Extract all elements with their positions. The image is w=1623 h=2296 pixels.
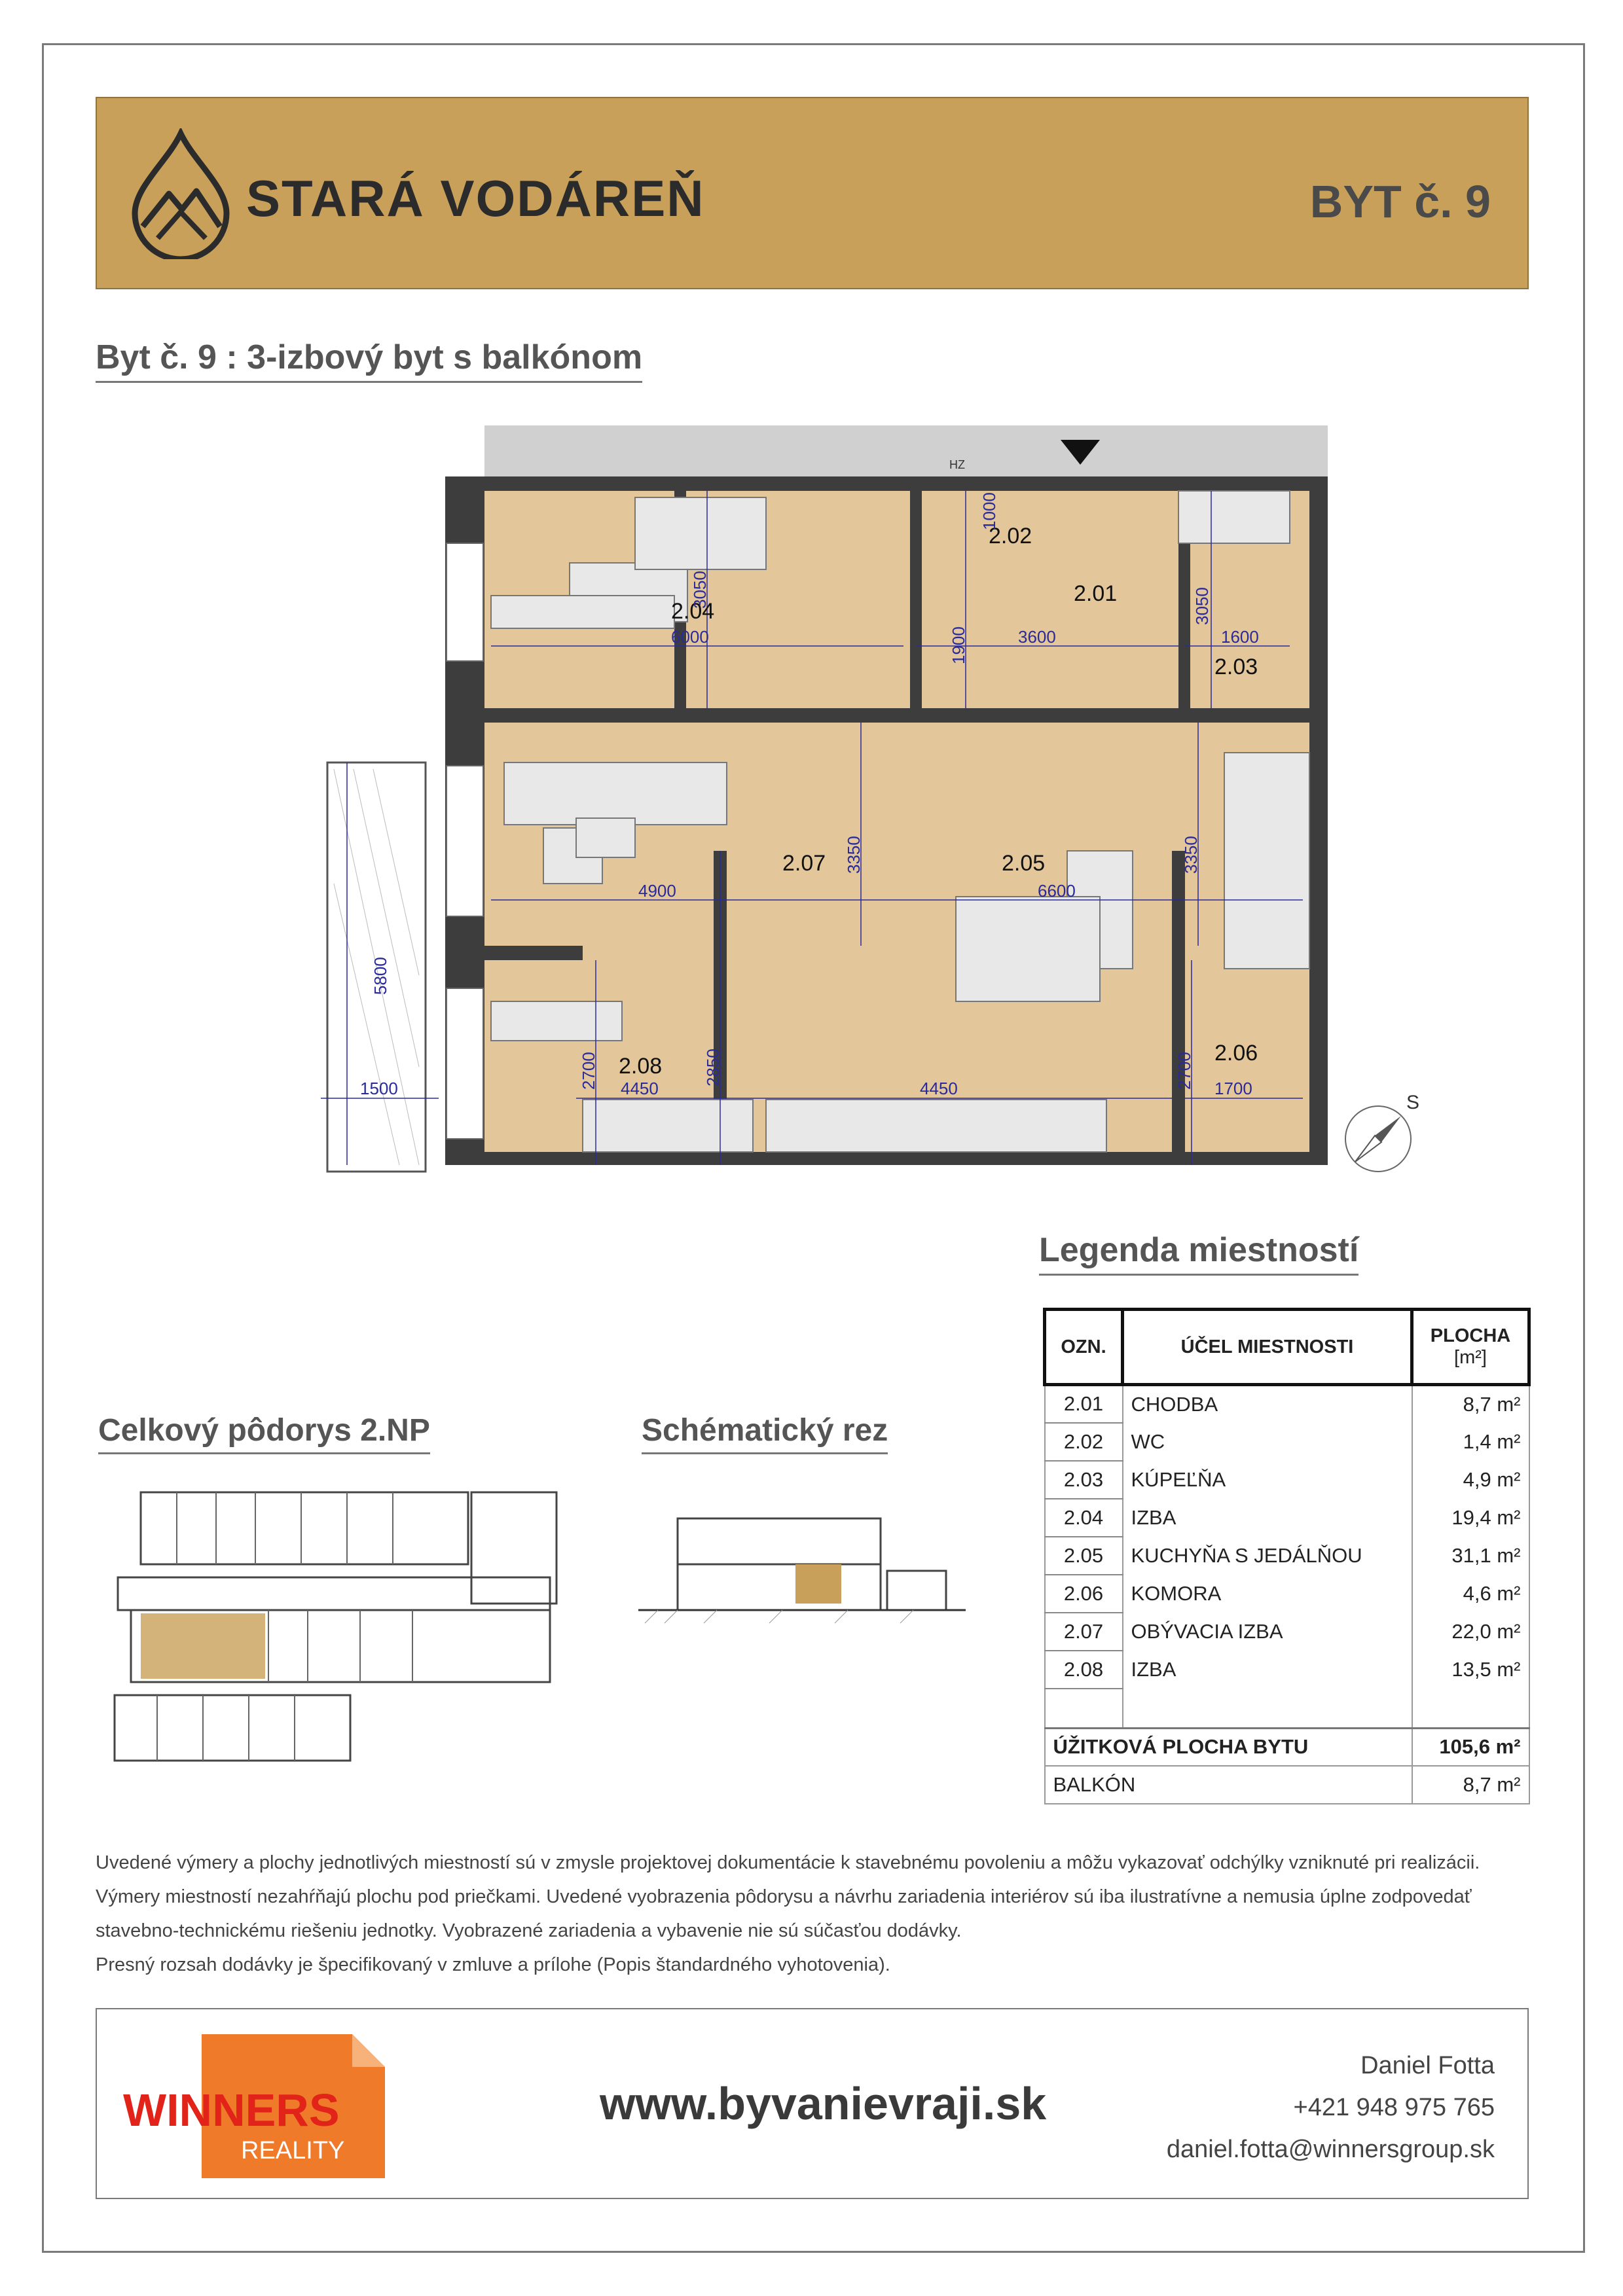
room-label-2-07: 2.07 — [782, 851, 826, 876]
svg-text:4450: 4450 — [621, 1079, 659, 1098]
svg-text:1600: 1600 — [1221, 627, 1259, 647]
balcony-row: BALKÓN 8,7 m² — [1045, 1766, 1529, 1804]
website-link[interactable]: www.byvanievraji.sk — [600, 2078, 1047, 2129]
col-area-header: PLOCHA [m²] — [1412, 1310, 1529, 1385]
brand-name: STARÁ VODÁREŇ — [246, 170, 705, 227]
room-label-2-03: 2.03 — [1214, 655, 1258, 679]
room-label-2-02: 2.02 — [989, 524, 1032, 548]
room-label-2-08: 2.08 — [619, 1054, 663, 1079]
drop-mountain-logo-icon — [128, 128, 233, 259]
col-code-header: OZN. — [1045, 1310, 1123, 1385]
svg-text:1500: 1500 — [360, 1079, 398, 1098]
overview-plan-thumbnail — [111, 1486, 583, 1767]
svg-text:4450: 4450 — [920, 1079, 958, 1098]
svg-text:4900: 4900 — [638, 881, 676, 901]
svg-text:WINNERS: WINNERS — [123, 2085, 340, 2136]
disclaimer: Uvedené výmery a plochy jednotlivých miestností sú v zmysle projektovej dokumentácie k stavebnému povoleniu a môžu vykazovať odchýlky vzniknuté pri realizácii. Výmery miestností nezahŕňajú plochu pod priečkami. Uvedené vyobrazenia pôdorysu a návrhu zariadenia interiérov sú iba ilustratívne a nemusia úplne zodpovedať stavebno-technickému riešeniu jednotky. Vyobrazené zariadenia a vybavenie nie sú súčasťou dodávky. Presný rozsah dodávky je špecifikovaný v zmluve a prílohe (Popis štandardného vyhotovenia). — [96, 1852, 1480, 1975]
svg-text:1700: 1700 — [1214, 1079, 1252, 1098]
svg-text:3050: 3050 — [690, 571, 710, 609]
contact-block — [1167, 2045, 1495, 2170]
svg-text:3050: 3050 — [1192, 587, 1212, 625]
contact-name: Daniel Fotta — [1360, 2052, 1495, 2079]
room-legend-table — [1043, 1308, 1531, 1804]
overview-heading: Celkový pôdorys 2.NP — [98, 1412, 430, 1454]
table-row: 2.02 WC 1,4 m² — [1045, 1423, 1529, 1461]
room-label-2-04: 2.04 — [671, 599, 715, 624]
svg-text:HZ: HZ — [949, 458, 965, 471]
svg-text:REALITY: REALITY — [241, 2137, 345, 2164]
page-subtitle: Byt č. 9 : 3-izbový byt s balkónom — [96, 338, 642, 383]
svg-text:S: S — [1406, 1092, 1420, 1113]
winners-reality-logo — [117, 2028, 392, 2185]
table-row-spacer — [1045, 1689, 1529, 1729]
section-thumbnail — [638, 1492, 966, 1636]
contact-email[interactable]: daniel.fotta@winnersgroup.sk — [1166, 2136, 1495, 2163]
col-purpose-header: ÚČEL MIESTNOSTI — [1123, 1310, 1412, 1385]
svg-text:3350: 3350 — [844, 836, 864, 874]
legend-heading: Legenda miestností — [1039, 1230, 1359, 1276]
table-row: 2.07 OBÝVACIA IZBA 22,0 m² — [1045, 1613, 1529, 1651]
svg-text:6600: 6600 — [1038, 881, 1076, 901]
total-row: ÚŽITKOVÁ PLOCHA BYTU 105,6 m² — [1045, 1728, 1529, 1766]
svg-text:1900: 1900 — [949, 626, 968, 664]
unit-title: BYT č. 9 — [1309, 176, 1491, 227]
table-row: 2.04 IZBA 19,4 m² — [1045, 1499, 1529, 1537]
footer — [96, 2008, 1529, 2199]
svg-text:6000: 6000 — [671, 627, 709, 647]
floor-plan — [308, 425, 1329, 1217]
room-label-2-01: 2.01 — [1074, 581, 1118, 606]
table-row: 2.01 CHODBA 8,7 m² — [1045, 1385, 1529, 1423]
svg-text:2850: 2850 — [703, 1049, 723, 1086]
room-label-2-06: 2.06 — [1214, 1041, 1258, 1066]
svg-text:3350: 3350 — [1181, 836, 1201, 874]
svg-text:3600: 3600 — [1018, 627, 1056, 647]
compass-icon — [1329, 1086, 1427, 1185]
room-label-2-05: 2.05 — [1002, 851, 1046, 876]
table-row: 2.03 KÚPEĽŇA 4,9 m² — [1045, 1461, 1529, 1499]
table-row: 2.05 KUCHYŇA S JEDÁLŇOU 31,1 m² — [1045, 1537, 1529, 1575]
contact-phone[interactable]: +421 948 975 765 — [1293, 2094, 1495, 2121]
svg-text:1000: 1000 — [979, 492, 999, 530]
svg-text:2700: 2700 — [1175, 1052, 1194, 1090]
corridor-strip — [484, 425, 1328, 476]
header-banner — [96, 97, 1529, 289]
table-row: 2.08 IZBA 13,5 m² — [1045, 1651, 1529, 1689]
svg-text:5800: 5800 — [371, 957, 390, 995]
table-row: 2.06 KOMORA 4,6 m² — [1045, 1575, 1529, 1613]
svg-text:2700: 2700 — [579, 1052, 598, 1090]
section-heading: Schématický rez — [642, 1412, 888, 1454]
